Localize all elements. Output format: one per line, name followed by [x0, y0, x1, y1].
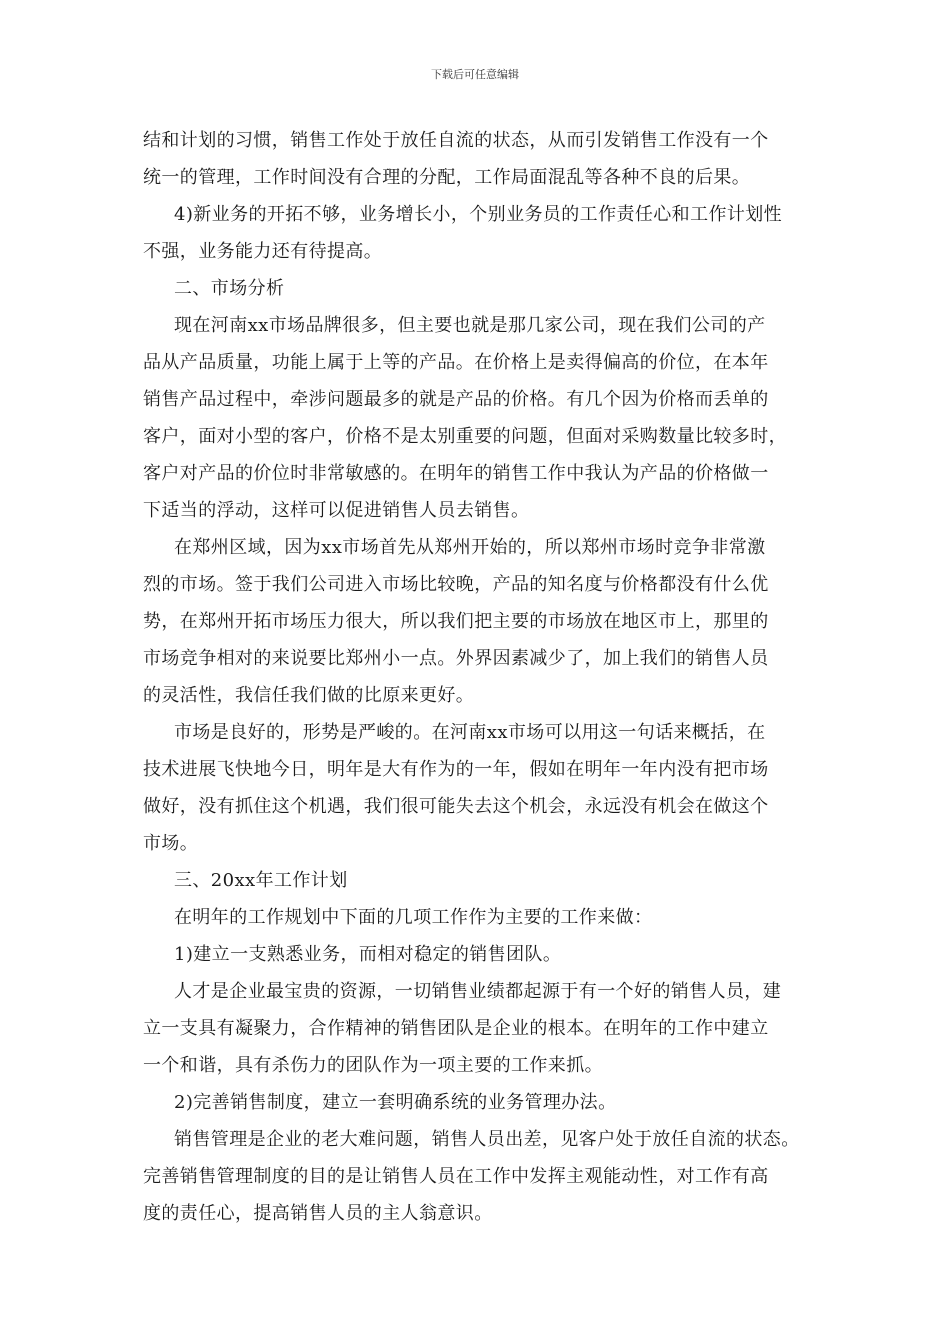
text-line: 二、市场分析	[174, 278, 285, 299]
text-line: 一个和谐，具有杀伤力的团队作为一项主要的工作来抓。	[143, 1055, 603, 1076]
text-line: 在明年的工作规划中下面的几项工作作为主要的工作来做：	[174, 907, 653, 928]
text-line: 销售管理是企业的老大难问题，销售人员出差，见客户处于放任自流的状态。	[174, 1129, 800, 1150]
text-line: 在郑州区域，因为xx市场首先从郑州开始的，所以郑州市场时竞争非常激	[174, 537, 766, 558]
text-line: 三、20xx年工作计划	[174, 870, 348, 891]
text-line: 4)新业务的开拓不够，业务增长小，个别业务员的工作责任心和工作计划性	[174, 204, 783, 225]
page-header: 下载后可任意编辑	[431, 68, 519, 81]
text-line: 做好，没有抓住这个机遇，我们很可能失去这个机会，永远没有机会在做这个	[143, 796, 769, 817]
text-line: 下适当的浮动，这样可以促进销售人员去销售。	[143, 500, 530, 521]
text-line: 客户，面对小型的客户，价格不是太别重要的问题，但面对采购数量比较多时，	[143, 426, 787, 447]
text-line: 现在河南xx市场品牌很多，但主要也就是那几家公司，现在我们公司的产	[174, 315, 766, 336]
document-body	[143, 122, 816, 1232]
text-line: 1)建立一支熟悉业务，而相对稳定的销售团队。	[174, 944, 562, 965]
text-line: 市场是良好的，形势是严峻的。在河南xx市场可以用这一句话来概括，在	[174, 722, 766, 743]
text-line: 统一的管理，工作时间没有合理的分配，工作局面混乱等各种不良的后果。	[143, 167, 751, 188]
text-line: 的灵活性，我信任我们做的比原来更好。	[143, 685, 475, 706]
text-line: 技术进展飞快地今日，明年是大有作为的一年，假如在明年一年内没有把市场	[143, 759, 769, 780]
text-line: 势，在郑州开拓市场压力很大，所以我们把主要的市场放在地区市上，那里的	[143, 611, 769, 632]
text-line: 人才是企业最宝贵的资源，一切销售业绩都起源于有一个好的销售人员，建	[174, 981, 782, 1002]
text-line: 市场竞争相对的来说要比郑州小一点。外界因素减少了，加上我们的销售人员	[143, 648, 769, 669]
text-line: 销售产品过程中，牵涉问题最多的就是产品的价格。有几个因为价格而丢单的	[143, 389, 769, 410]
text-line: 客户对产品的价位时非常敏感的。在明年的销售工作中我认为产品的价格做一	[143, 463, 769, 484]
text-line: 品从产品质量，功能上属于上等的产品。在价格上是卖得偏高的价位，在本年	[143, 352, 769, 373]
text-line: 市场。	[143, 833, 199, 854]
text-line: 结和计划的习惯，销售工作处于放任自流的状态，从而引发销售工作没有一个	[143, 130, 769, 151]
text-line: 不强，业务能力还有待提高。	[143, 241, 383, 262]
text-line: 2)完善销售制度，建立一套明确系统的业务管理办法。	[174, 1092, 617, 1113]
text-line: 度的责任心，提高销售人员的主人翁意识。	[143, 1203, 493, 1224]
text-line: 烈的市场。签于我们公司进入市场比较晚，产品的知名度与价格都没有什么优	[143, 574, 769, 595]
text-line: 立一支具有凝聚力，合作精神的销售团队是企业的根本。在明年的工作中建立	[143, 1018, 769, 1039]
text-line: 完善销售管理制度的目的是让销售人员在工作中发挥主观能动性，对工作有高	[143, 1166, 769, 1187]
